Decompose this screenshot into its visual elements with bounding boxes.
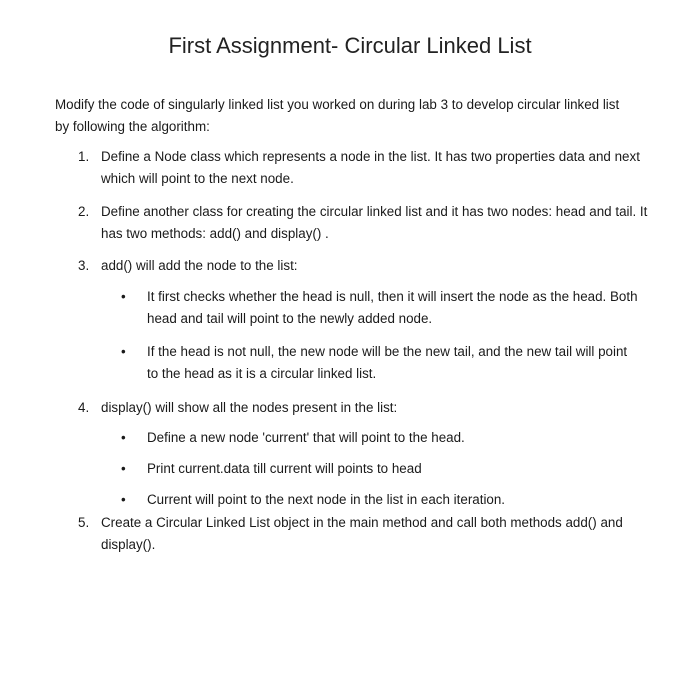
step-4-bullet-3: [121, 489, 641, 511]
step-3-bullet-2: [121, 341, 641, 385]
step-3: [78, 255, 648, 277]
step-5: [78, 512, 648, 556]
bullet-text: Current will point to the next node in the list in each iteration.: [147, 492, 506, 507]
step-2: [78, 201, 648, 245]
step-text: Create a Circular Linked List object in the main method and call both methods add() and display().: [101, 515, 623, 552]
step-4: [78, 397, 648, 419]
bullet-icon: •: [121, 289, 126, 304]
document-title: First Assignment- Circular Linked List: [168, 33, 532, 58]
bullet-text: Define a new node 'current' that will point to the head.: [147, 430, 465, 445]
bullet-text: Print current.data till current will points to head: [147, 461, 422, 476]
step-number: 2.: [78, 204, 90, 219]
step-4-bullet-1: [121, 427, 641, 449]
step-1: [78, 146, 648, 190]
bullet-icon: •: [121, 492, 126, 507]
bullet-text: It first checks whether the head is null, then it will insert the node as the head. Both head and tail will point to the newly added node.: [147, 289, 638, 326]
bullet-icon: •: [121, 430, 126, 445]
step-number: 3.: [78, 258, 90, 273]
step-number: 4.: [78, 400, 90, 415]
bullet-icon: •: [121, 461, 126, 476]
step-text: add() will add the node to the list:: [101, 258, 298, 273]
step-text: Define another class for creating the circular linked list and it has two nodes: head and tail. It has two methods: add() and display() .: [101, 204, 648, 241]
step-number: 5.: [78, 515, 90, 530]
step-text: Define a Node class which represents a node in the list. It has two properties data and next which will point to the next node.: [101, 149, 640, 186]
step-4-bullet-2: [121, 458, 641, 480]
step-3-bullet-1: [121, 286, 641, 330]
bullet-text: If the head is not null, the new node will be the new tail, and the new tail will point to the head as it is a circular linked list.: [147, 344, 628, 381]
intro-paragraph: Modify the code of singularly linked list you worked on during lab 3 to develop circular linked list by following the algorithm:: [55, 97, 620, 134]
bullet-icon: •: [121, 344, 126, 359]
step-number: 1.: [78, 149, 90, 164]
step-text: display() will show all the nodes present in the list:: [101, 400, 398, 415]
